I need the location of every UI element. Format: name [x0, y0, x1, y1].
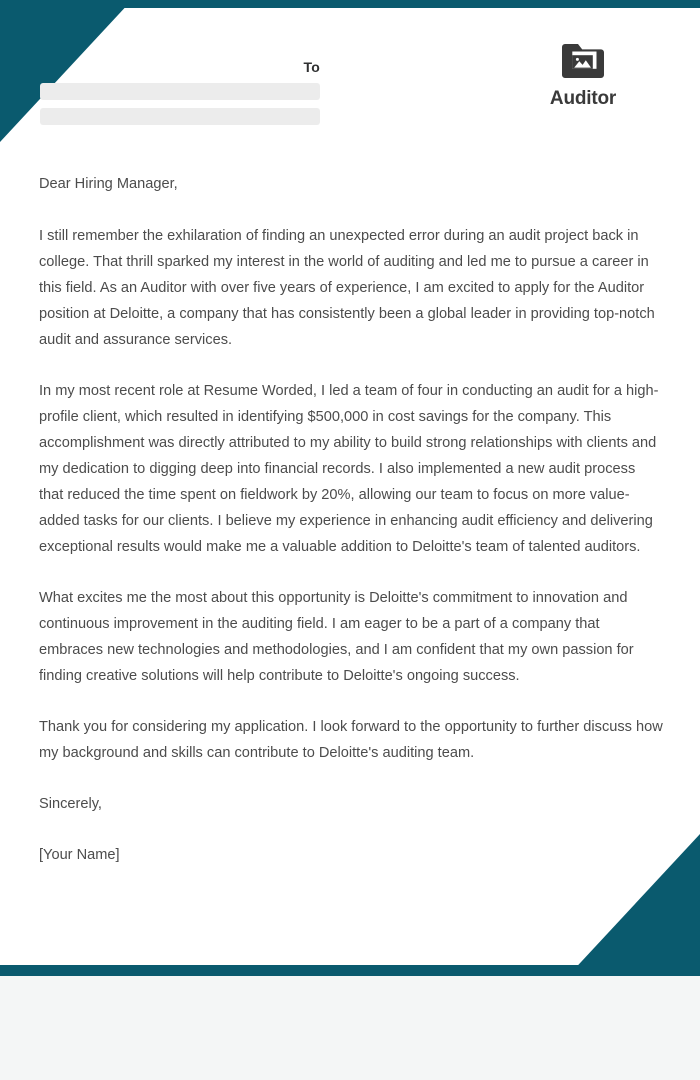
letter-paragraph-1: I still remember the exhilaration of finding an unexpected error during an audit project back in college. That thrill sparked my interest in the world of auditing and led me to pursue a career in this field. As an Auditor with over five years of experience, I am excited to apply for the Auditor position at Deloitte, a company that has consistently been a global leader in providing top-notch audit and assurance services. — [39, 228, 655, 348]
bottom-accent-band — [0, 965, 700, 976]
folder-image-icon — [562, 42, 604, 80]
brand-name: Auditor — [549, 88, 617, 109]
recipient-block — [40, 58, 320, 133]
letter-header — [0, 0, 700, 150]
letter-paragraph-4: Thank you for considering my application. I look forward to the opportunity to further discuss how my background and skills can contribute to Deloitte's auditing team. — [39, 719, 663, 761]
closing-line: Sincerely, — [39, 796, 102, 812]
letter-body — [39, 171, 663, 868]
letter-paragraph-3: What excites me the most about this opportunity is Deloitte's commitment to innovation and continuous improvement in the auditing field. I am eager to be a part of a company that embraces new technologies and methodologies, and I am confident that my own passion for finding creative solutions will help contribute to Deloitte's ongoing success. — [39, 590, 634, 684]
recipient-field-line-1[interactable] — [40, 83, 320, 100]
brand-block — [503, 42, 663, 110]
to-label: To — [303, 59, 320, 75]
letter-paragraph-2: In my most recent role at Resume Worded, I led a team of four in conducting an audit for a high-profile client, which resulted in identifying $500,000 in cost savings for the company. This accomplishment was directly attributed to my ability to build strong relationships with clients and my dedication to digging deep into financial records. I also implemented a new audit process that reduced the time spent on fieldwork by 20%, allowing our team to focus on more value-added tasks for our clients. I believe my experience in enhancing audit efficiency and delivering exceptional results would make me a valuable addition to Deloitte's team of talented auditors. — [39, 383, 659, 555]
salutation: Dear Hiring Manager, — [39, 176, 178, 192]
recipient-field-line-2[interactable] — [40, 108, 320, 125]
signature-name: [Your Name] — [39, 847, 120, 863]
